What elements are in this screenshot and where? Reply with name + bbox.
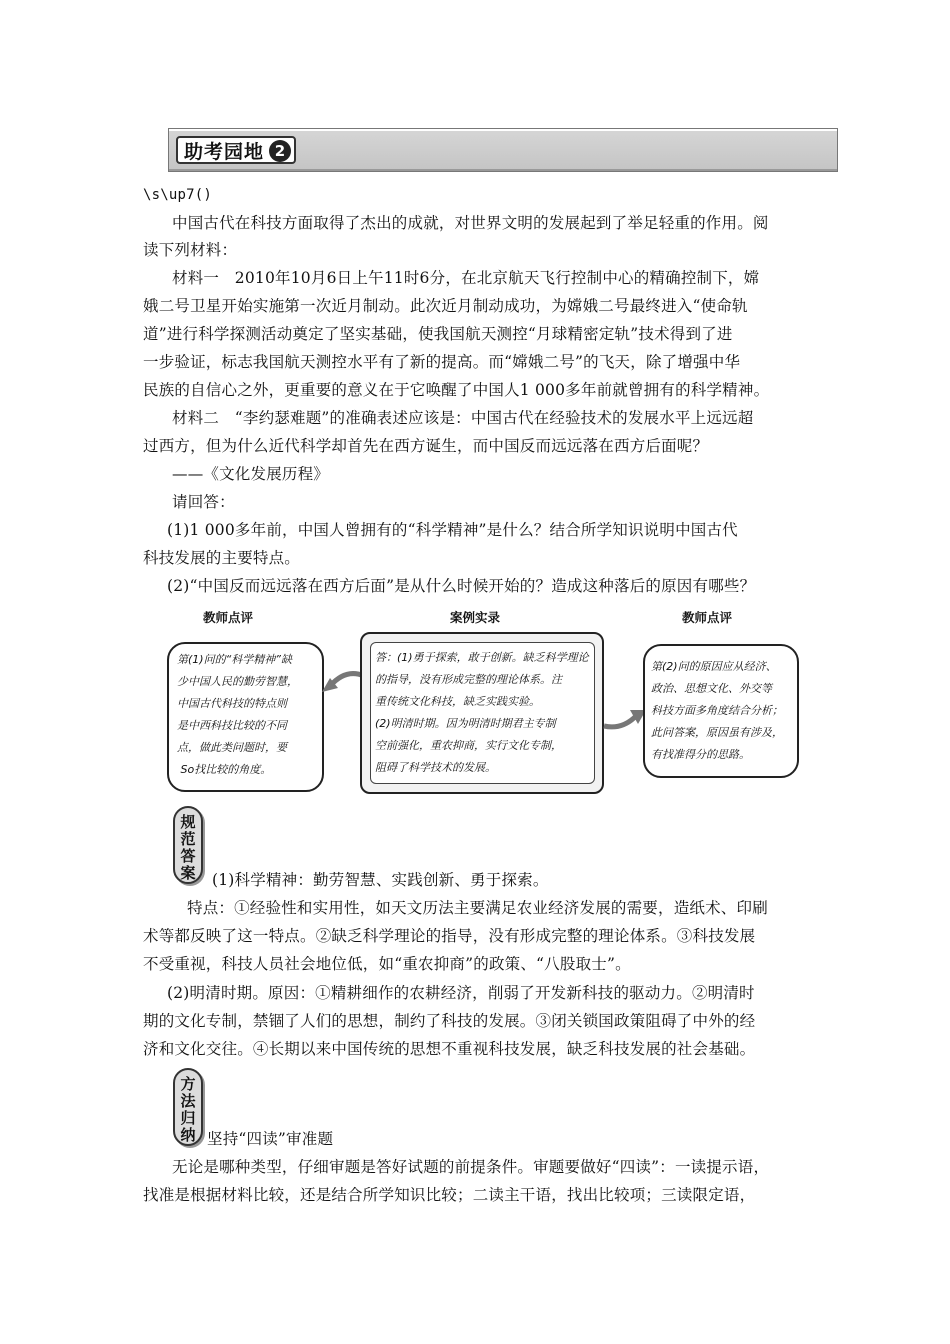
left-caption: 教师点评 [203,610,254,625]
answer-1: (1)科学精神：勤劳智慧、实践创新、勇于探索。 [212,871,549,889]
method-line-1: 无论是哪种类型，仔细审题是答好试题的前提条件。审题要做好“四读”：一读提示语， [172,1158,770,1176]
intro-line-2: 读下列材料： [143,241,238,259]
answer-points-line-1: 特点：①经验性和实用性，如天文历法主要满足农业经济发展的需要，造纸术、印刷 [187,899,768,917]
case-record-box [370,642,595,784]
question-1-line-2: 科技发展的主要特点。 [143,549,301,567]
method-summary-label: 方法归纳 [180,1075,196,1144]
method-summary-badge [173,1068,203,1146]
material1-line-3: 道”进行科学探测活动奠定了坚实基础，使我国航天测控“月球精密定轨”技术得到了进 [143,325,733,343]
source-citation: ——《文化发展历程》 [172,465,330,483]
answer-points-line-3: 不受重视，科技人员社会地位低，如“重农抑商”的政策、“八股取士”。 [143,955,631,973]
answer-2-line-1: (2)明清时期。原因：①精耕细作的农耕经济，削弱了开发新科技的驱动力。②明清时 [167,984,755,1002]
material2-line-2: 过西方，但为什么近代科学却首先在西方诞生，而中国反而远远落在西方后面呢？ [143,437,709,455]
code-line: \s\up7() [143,187,213,203]
standard-answer-label: 规范答案 [180,813,196,882]
case-record-text: 答：(1)勇于探索，敢于创新。缺乏科学理论 的指导，没有形成完整的理论体系。注 重传统文化科技，缺乏实践实验。 (2)明清时期。因为明清时期君主专制 空前强化，重农抑商，实行文化专制， 阻碍了科学技术的发展。 [375,651,589,774]
answer-2-line-3: 济和文化交往。④长期以来中国传统的思想不重视科技发展，缺乏科技发展的社会基础。 [143,1040,756,1058]
material1-line-5: 民族的自信心之外，更重要的意义在于它唤醒了中国人1 000多年前就曾拥有的科学精神。 [143,381,770,399]
right-caption: 教师点评 [682,610,733,625]
method-line-2: 找准是根据材料比较，还是结合所学知识比较；二读主干语，找出比较项；三读限定语， [143,1186,756,1204]
material2-line-1: 材料二 “李约瑟难题”的准确表述应该是：中国古代在经验技术的发展水平上远远超 [172,409,754,427]
answer-points-line-2: 术等都反映了这一特点。②缺乏科学理论的指导，没有形成完整的理论体系。③科技发展 [143,927,756,945]
answer-2-line-2: 期的文化专制，禁锢了人们的思想，制约了科技的发展。③闭关锁国政策阻碍了中外的经 [143,1012,756,1030]
banner-number-badge: 2 [269,140,291,162]
right-comment-box [643,644,799,778]
left-comment-text: 第(1)问的“科学精神”缺 少中国人民的勤劳智慧， 中国古代科技的特点则 是中西科技比较的不同 点，做此类问题时，要 So找比较的角度。 [177,653,298,776]
intro-line-1: 中国古代在科技方面取得了杰出的成就，对世界文明的发展起到了举足轻重的作用。阅 [172,214,769,232]
material1-line-1: 材料一 2010年10月6日上午11时6分，在北京航天飞行控制中心的精确控制下，嫦 [172,269,760,287]
standard-answer-badge [173,806,203,884]
question-2: (2)“中国反而远远落在西方后面”是从什么时候开始的？造成这种落后的原因有哪些？ [167,577,756,595]
question-1-line-1: (1)1 000多年前，中国人曾拥有的“科学精神”是什么？结合所学知识说明中国古代 [167,521,738,539]
center-caption: 案例实录 [450,610,501,625]
banner-title: 助考园地 [184,140,265,163]
material1-line-2: 娥二号卫星开始实施第一次近月制动。此次近月制动成功，为嫦娥二号最终进入“使命轨 [143,297,748,315]
banner-tab [176,136,296,164]
material1-line-4: 一步验证，标志我国航天测控水平有了新的提高。而“嫦娥二号”的飞天，除了增强中华 [143,353,741,371]
left-comment-box [167,642,324,792]
right-comment-text: 第(2)问的原因应从经济、 政治、思想文化、外交等 科技方面多角度结合分析； 此问答案，原因虽有涉及， 有找准得分的思路。 [651,660,783,761]
ask-prompt: 请回答： [172,493,235,511]
method-title: 坚持“四读”审准题 [207,1130,334,1148]
